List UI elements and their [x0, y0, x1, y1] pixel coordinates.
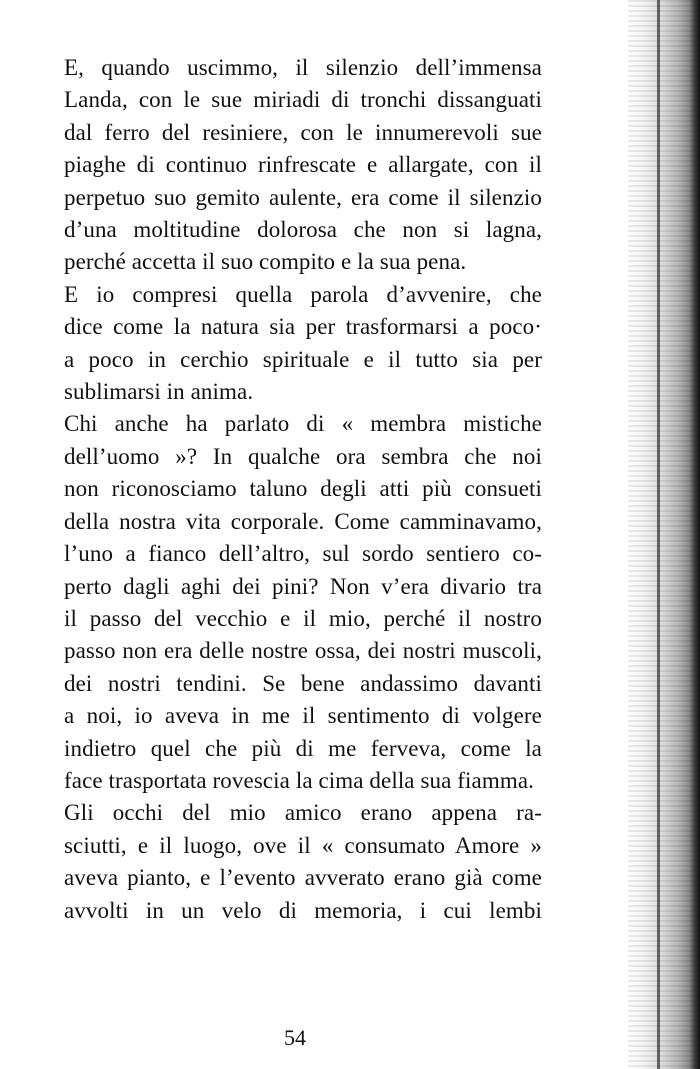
text-line: d’una moltitudine dolorosa che non si lagna, — [64, 217, 542, 243]
text-line: piaghe di continuo rinfrescate e allargate, con il — [64, 152, 542, 178]
text-line: a noi, io aveva in me il sentimento di volgere — [64, 703, 542, 729]
text-line: perto dagli aghi dei pini? Non v’era divario tra — [64, 573, 542, 599]
text-line: sciutti, e il luogo, ove il « consumato Amore » — [64, 832, 542, 858]
text-line: face trasportata rovescia la cima della sua fiamma. — [64, 767, 534, 793]
text-line: Chi anche ha parlato di « membra mistiche — [64, 411, 542, 437]
text-line: perpetuo suo gemito aulente, era come il silenzio — [64, 184, 542, 210]
book-gutter-edge — [657, 0, 660, 1069]
body-text — [64, 52, 542, 927]
text-line: indietro quel che più di me ferveva, come la — [64, 735, 542, 761]
text-line: dal ferro del resiniere, con le innumerevoli sue — [64, 119, 542, 145]
text-line: Gli occhi del mio amico erano appena ra- — [64, 800, 542, 826]
text-line: E, quando uscimmo, il silenzio dell’immensa — [64, 55, 542, 80]
text-line: l’uno a fianco dell’altro, sul sordo sentiero co- — [64, 541, 542, 567]
text-line: perché accetta il suo compito e la sua pena. — [64, 249, 467, 275]
paragraph-3 — [64, 408, 542, 797]
text-line: dice come la natura sia per trasformarsi a poco· — [64, 314, 542, 340]
page-number: 54 — [284, 1025, 306, 1050]
text-line: avvolti in un velo di memoria, i cui lembi — [64, 897, 542, 923]
text-line: aveva pianto, e l’evento avverato erano già come — [64, 865, 542, 891]
text-line: E io compresi quella parola d’avvenire, che — [64, 281, 542, 307]
text-line: sublimarsi in anima. — [64, 379, 254, 405]
text-line: non riconosciamo taluno degli atti più consueti — [64, 476, 542, 502]
text-line: dell’uomo »? In qualche ora sembra che noi — [64, 443, 542, 469]
text-line: il passo del vecchio e il mio, perché il nostro — [64, 605, 542, 631]
paragraph-4 — [64, 797, 542, 927]
book-spine-shadow — [628, 0, 700, 1069]
paragraph-1 — [64, 52, 542, 279]
text-line: a poco in cerchio spirituale e il tutto sia per — [64, 346, 542, 372]
text-line: dei nostri tendini. Se bene andassimo davanti — [64, 670, 542, 696]
paragraph-2 — [64, 279, 542, 409]
text-line: della nostra vita corporale. Come camminavamo, — [64, 508, 542, 534]
text-line: Landa, con le sue miriadi di tronchi dissanguati — [64, 87, 542, 113]
text-line: passo non era delle nostre ossa, dei nostri muscoli, — [64, 638, 542, 664]
